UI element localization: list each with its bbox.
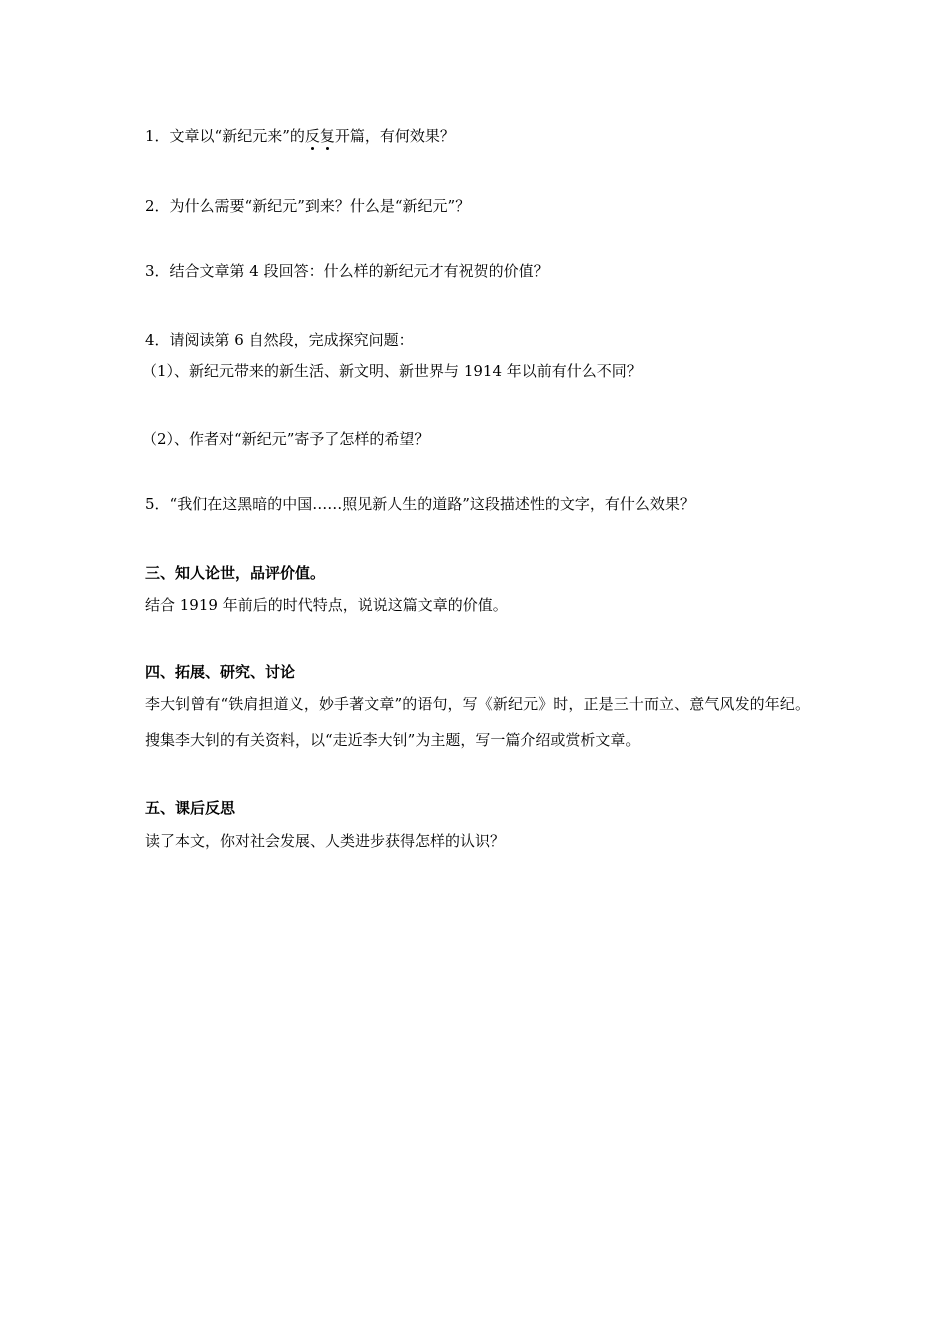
section-4-text: 李大钊曾有“铁肩担道义，妙手著文章”的语句，写《新纪元》时，正是三十而立、意气风发的年纪。搜集李大钊的有关资料，以“走近李大钊”为主题，写一篇介绍或赏析文章。 <box>145 695 810 749</box>
question-1-emphasis-1: 反 <box>304 127 320 145</box>
question-1-emphasis-2: 复 <box>319 127 335 145</box>
question-1 <box>145 126 455 146</box>
question-4-sub-1: （1）、新纪元带来的新生活、新文明、新世界与 1914 年以前有什么不同？ <box>142 362 642 380</box>
question-5: 5．“我们在这黑暗的中国……照见新人生的道路”这段描述性的文字，有什么效果？ <box>145 495 695 513</box>
section-5-text: 读了本文，你对社会发展、人类进步获得怎样的认识？ <box>145 832 506 850</box>
section-3-text: 结合 1919 年前后的时代特点，说说这篇文章的价值。 <box>145 596 508 614</box>
section-4-heading: 四、拓展、研究、讨论 <box>145 663 296 681</box>
question-4-sub-2: （2）、作者对“新纪元”寄予了怎样的希望？ <box>142 430 430 448</box>
question-4: 4．请阅读第 6 自然段，完成探究问题： <box>145 331 414 349</box>
question-1-suffix: 开篇，有何效果？ <box>334 127 455 145</box>
question-1-prefix: 1．文章以“新纪元来”的 <box>145 127 305 145</box>
section-3-heading: 三、知人论世，品评价值。 <box>145 564 326 582</box>
section-5-heading: 五、课后反思 <box>145 799 236 817</box>
question-2: 2．为什么需要“新纪元”到来？什么是“新纪元”？ <box>145 197 471 215</box>
question-3: 3．结合文章第 4 段回答：什么样的新纪元才有祝贺的价值？ <box>145 262 549 280</box>
